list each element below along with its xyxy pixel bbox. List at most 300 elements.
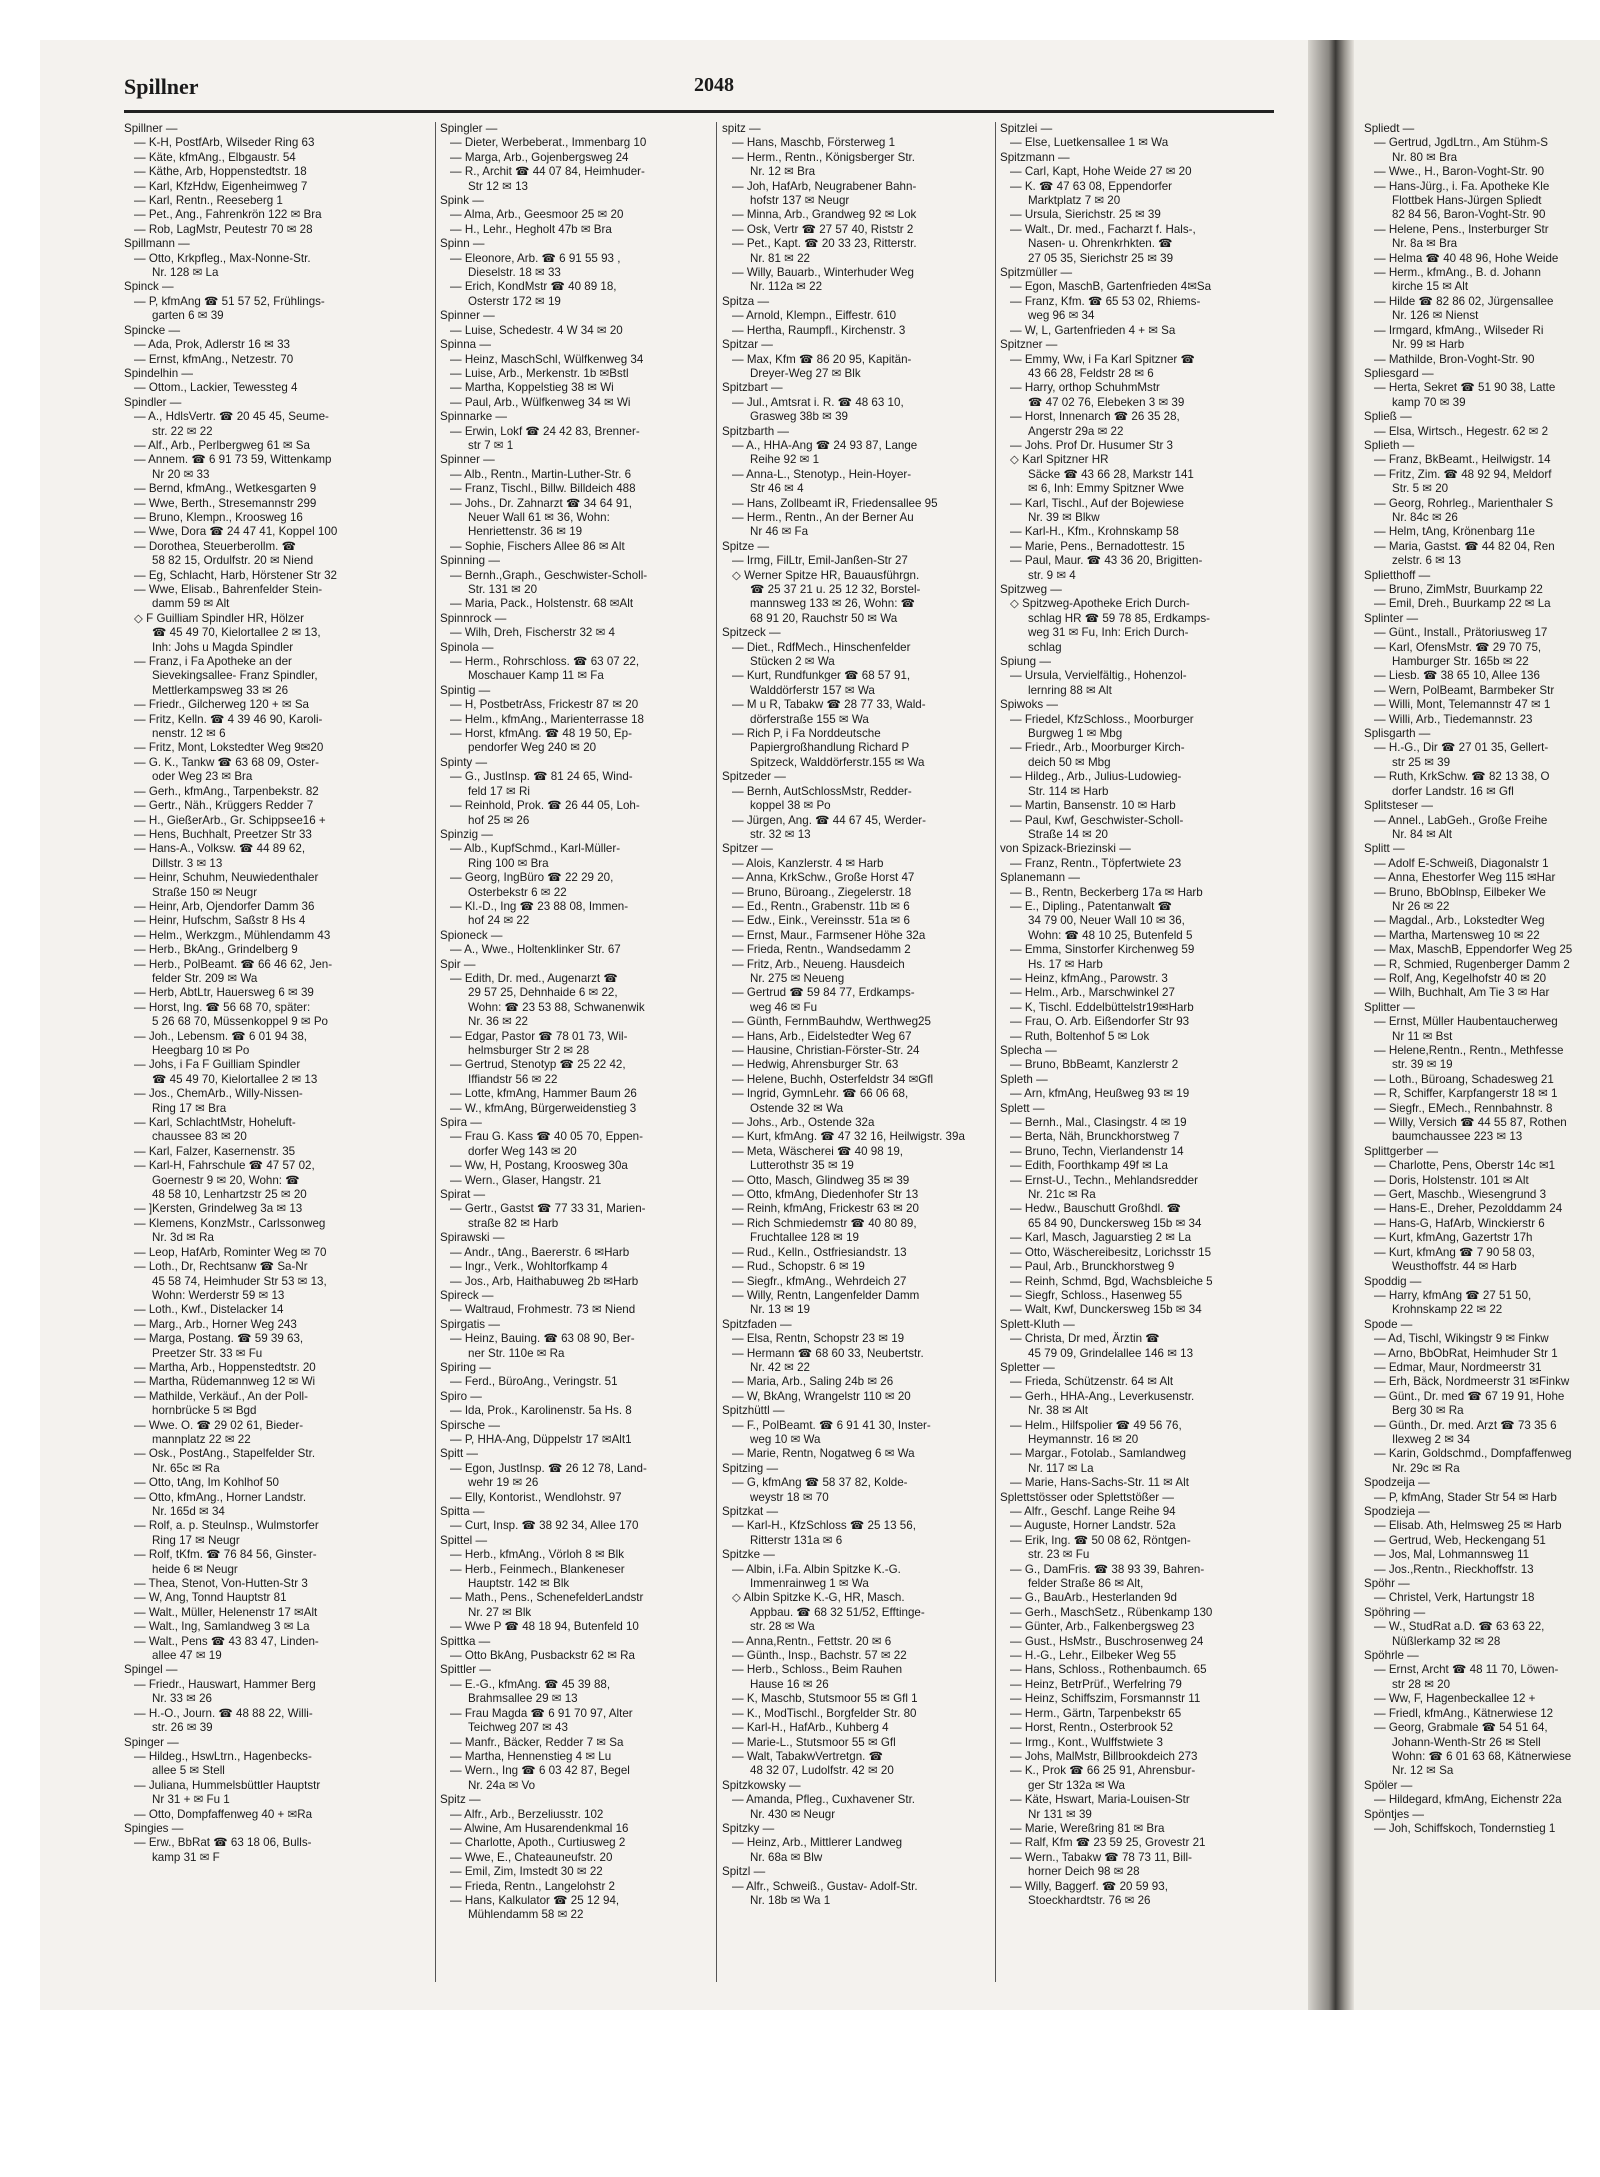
- entry-continuation: Nr. 27 ✉ Blk: [468, 1605, 532, 1619]
- entry-continuation: Ostende 32 ✉ Wa: [750, 1101, 844, 1115]
- directory-entry: — Alwine, Am Husarendenkmal 16: [450, 1821, 629, 1835]
- entry-continuation: Hause 16 ✉ 26: [750, 1677, 829, 1691]
- directory-entry: — Marie, Rentn, Nogatweg 6 ✉ Wa: [732, 1447, 915, 1461]
- directory-entry: — Willy, Bauarb., Winterhuder Weg: [732, 266, 914, 280]
- directory-entry: — Ada, Prok, Adlerstr 16 ✉ 33: [134, 338, 290, 352]
- directory-entry: — Rolf, tKfm. ☎ 76 84 56, Ginster-: [134, 1548, 317, 1562]
- directory-entry: — Karl, Tischl., Auf der Bojewiese: [1010, 496, 1184, 510]
- entry-continuation: ☎ 47 02 76, Elebeken 3 ✉ 39: [1028, 395, 1185, 409]
- directory-entry: — Franz, i Fa Apotheke an der: [134, 655, 292, 669]
- directory-entry: — Paul, Arb., Wülfkenweg 34 ✉ Wi: [450, 395, 631, 409]
- entry-continuation: weg 31 ✉ Fu, Inh: Erich Durch-: [1028, 626, 1189, 640]
- directory-entry: — G, kfmAng ☎ 58 37 82, Kolde-: [732, 1476, 908, 1490]
- directory-entry: — R, Schiffer, Karpfangerstr 18 ✉ 1: [1374, 1087, 1558, 1101]
- directory-entry: — Marie, Hans-Sachs-Str. 11 ✉ Alt: [1010, 1476, 1189, 1490]
- directory-entry: — Diet., RdfMech., Hinschenfelder: [732, 640, 911, 654]
- directory-entry: — W, Ang, Tonnd Hauptstr 81: [134, 1591, 287, 1605]
- directory-entry: — Alfr., Schweiß., Gustav- Adolf-Str.: [732, 1879, 918, 1893]
- directory-entry: — Walt., Pens ☎ 43 83 47, Linden-: [134, 1634, 319, 1648]
- entry-continuation: Marktplatz 7 ✉ 20: [1028, 194, 1121, 208]
- directory-entry: — Georg, IngBüro ☎ 22 29 20,: [450, 871, 614, 885]
- surname-heading: Spirsche —: [440, 1418, 500, 1432]
- surname-heading: Spinna —: [440, 338, 491, 352]
- directory-entry: — K., Prok ☎ 66 25 91, Ahrensbur-: [1010, 1764, 1196, 1778]
- directory-entry: — Edith, Dr. med., Augenarzt ☎: [450, 971, 618, 985]
- directory-entry: — Ernst, Müller Haubentaucherweg: [1374, 1015, 1558, 1029]
- surname-heading: Spindelhin —: [124, 366, 193, 380]
- directory-entry: — Herm., Rentn., An der Berner Au: [732, 510, 914, 524]
- entry-continuation: Nr. 430 ✉ Neugr: [750, 1807, 836, 1821]
- directory-entry: — Otto, Wäschereibesitz, Lorichsstr 15: [1010, 1245, 1212, 1259]
- entry-continuation: Nr. 81 ✉ 22: [750, 251, 810, 265]
- directory-entry: — Hildegard, kfmAng, Eichenstr 22a: [1374, 1793, 1562, 1807]
- surname-heading: Spitzeder —: [722, 770, 786, 784]
- entry-continuation: Dreyer-Weg 27 ✉ Blk: [750, 366, 861, 380]
- directory-entry: — P, kfmAng ☎ 51 57 52, Frühlings-: [134, 294, 325, 308]
- directory-entry: — Willy, Baggerf. ☎ 20 59 93,: [1010, 1879, 1168, 1893]
- directory-entry: — Gertrud ☎ 59 84 77, Erdkamps-: [732, 986, 915, 1000]
- column-divider: [995, 122, 996, 1982]
- directory-entry: — Max, MaschB, Eppendorfer Weg 25: [1374, 943, 1573, 957]
- directory-entry: — Siegfr, Schloss., Hasenweg 55: [1010, 1288, 1183, 1302]
- directory-entry: — Anna,Rentn., Fettstr. 20 ✉ 6: [732, 1634, 892, 1648]
- directory-entry: — Bruno, Büroang., Ziegelerstr. 18: [732, 885, 912, 899]
- directory-entry: — Franz, Tischl., Billw. Billdeich 488: [450, 482, 636, 496]
- directory-entry: — Herm., Rentn., Königsberger Str.: [732, 150, 915, 164]
- directory-entry: — Franz, Kfm. ☎ 65 53 02, Rhiems-: [1010, 294, 1201, 308]
- surname-heading: Splanemann —: [1000, 871, 1080, 885]
- directory-entry: — H.-O., Journ. ☎ 48 88 22, Willi-: [134, 1706, 313, 1720]
- directory-entry: — Erw., BbRat ☎ 63 18 06, Bulls-: [134, 1836, 312, 1850]
- surname-heading: Spitzky —: [722, 1821, 775, 1835]
- entry-continuation: felder Str. 209 ✉ Wa: [152, 971, 258, 985]
- directory-entry: ◇ F Guilliam Spindler HR, Hölzer: [134, 611, 304, 625]
- entry-continuation: str 7 ✉ 1: [468, 438, 514, 452]
- directory-entry: — Willy, Versich ☎ 44 55 87, Rothen: [1374, 1116, 1567, 1130]
- directory-entry: — Adolf E-Schweiß, Diagonalstr 1: [1374, 856, 1549, 870]
- directory-entry: ◇ Spitzweg-Apotheke Erich Durch-: [1010, 597, 1190, 611]
- directory-entry: — F., PolBeamt. ☎ 6 91 41 30, Inster-: [732, 1418, 931, 1432]
- directory-entry: — Loth., Kwf., Distelacker 14: [134, 1303, 284, 1317]
- directory-entry: — Edw., Eink., Vereinsstr. 51a ✉ 6: [732, 914, 910, 928]
- directory-entry: — Günth., Dr. med. Arzt ☎ 73 35 6: [1374, 1418, 1557, 1432]
- entry-continuation: Walddörferstr 157 ✉ Wa: [750, 683, 875, 697]
- directory-entry: — Johs., Arb., Ostende 32a: [732, 1116, 875, 1130]
- entry-continuation: weg 96 ✉ 34: [1028, 309, 1095, 323]
- entry-continuation: str. 22 ✉ 22: [152, 424, 213, 438]
- directory-entry: — Herb., kfmAng., Vörloh 8 ✉ Blk: [450, 1548, 625, 1562]
- directory-entry: — G., JustInsp. ☎ 81 24 65, Wind-: [450, 770, 633, 784]
- entry-continuation: Nr 131 ✉ 39: [1028, 1807, 1092, 1821]
- directory-entry: — Karl-H, Fahrschule ☎ 47 57 02,: [134, 1159, 315, 1173]
- surname-heading: Spireck —: [440, 1288, 494, 1302]
- directory-entry: — Marie, Wereßring 81 ✉ Bra: [1010, 1821, 1165, 1835]
- directory-entry: — Hans-Jürg., i. Fa. Apotheke Kle: [1374, 179, 1550, 193]
- column-divider: [716, 122, 717, 1982]
- surname-heading: Spitzl —: [722, 1865, 766, 1879]
- directory-entry: — Helm., Hilfspolier ☎ 49 56 76,: [1010, 1418, 1182, 1432]
- entry-continuation: Burgweg 1 ✉ Mbg: [1028, 727, 1123, 741]
- entry-continuation: Lutterothstr 35 ✉ 19: [750, 1159, 854, 1173]
- directory-entry: — G. K., Tankw ☎ 63 68 09, Oster-: [134, 755, 319, 769]
- entry-continuation: damm 59 ✉ Alt: [152, 597, 230, 611]
- entry-continuation: feld 17 ✉ Ri: [468, 784, 530, 798]
- directory-entry: — Christa, Dr med, Ärztin ☎: [1010, 1332, 1160, 1346]
- directory-entry: — R, Schmied, Rugenberger Damm 2: [1374, 957, 1570, 971]
- surname-heading: Spitzer —: [722, 842, 773, 856]
- entry-continuation: Nr. 33 ✉ 26: [152, 1692, 212, 1706]
- directory-entry: — Mathilde, Bron-Voght-Str. 90: [1374, 352, 1535, 366]
- directory-entry: — Marie, Pens., Bernadottestr. 15: [1010, 539, 1185, 553]
- entry-continuation: Ring 17 ✉ Neugr: [152, 1533, 240, 1547]
- entry-continuation: dorfer Landstr. 16 ✉ Gfl: [1392, 784, 1514, 798]
- directory-entry: — Otto, tAng, Im Kohlhof 50: [134, 1476, 279, 1490]
- directory-entry: — Hildeg., HswLtrn., Hagenbecks-: [134, 1749, 312, 1763]
- surname-heading: Spindler —: [124, 395, 182, 409]
- surname-heading: Spiwoks —: [1000, 698, 1058, 712]
- surname-heading: Splett —: [1000, 1101, 1045, 1115]
- entry-continuation: Nr 46 ✉ Fa: [750, 525, 809, 539]
- directory-entry: — Heinz, Arb., Mittlerer Landweg: [732, 1836, 903, 1850]
- entry-continuation: Fruchtallee 128 ✉ 19: [750, 1231, 859, 1245]
- entry-continuation: Preetzer Str. 33 ✉ Fu: [152, 1346, 263, 1360]
- directory-entry: — Gertrud, JgdLtrn., Am Stühm-S: [1374, 136, 1548, 150]
- surname-heading: Spitzfaden —: [722, 1317, 792, 1331]
- directory-entry: — Franz, Rentn., Töpfertwiete 23: [1010, 856, 1182, 870]
- directory-entry: — Kl.-D., Ing ☎ 23 88 08, Immen-: [450, 899, 629, 913]
- entry-continuation: ✉ 6, Inh: Emmy Spitzner Wwe: [1028, 482, 1184, 496]
- entry-continuation: Mettlerkampsweg 33 ✉ 26: [152, 683, 289, 697]
- directory-entry: — Gust., HsMstr., Buschrosenweg 24: [1010, 1634, 1204, 1648]
- directory-entry: — Joh, Schiffskoch, Tondernstieg 1: [1374, 1821, 1556, 1835]
- directory-entry: — Frau Magda ☎ 6 91 70 97, Alter: [450, 1706, 633, 1720]
- surname-heading: Spöhr —: [1364, 1577, 1410, 1591]
- directory-entry: — Walt., Dr. med., Facharzt f. Hals-,: [1010, 222, 1196, 236]
- entry-continuation: Str. 5 ✉ 20: [1392, 482, 1449, 496]
- directory-entry: — Wwe P ☎ 48 18 94, Butenfeld 10: [450, 1620, 639, 1634]
- directory-entry: — Paul, Kwf, Geschwister-Scholl-: [1010, 813, 1184, 827]
- directory-entry: — Heinr, Schuhm, Neuwiedenthaler: [134, 871, 319, 885]
- entry-continuation: chaussee 83 ✉ 20: [152, 1130, 247, 1144]
- surname-heading: Spitzmüller —: [1000, 266, 1073, 280]
- directory-entry: — Bruno, ZimMstr, Buurkamp 22: [1374, 583, 1543, 596]
- directory-entry: — Alfr., Geschf. Lange Reihe 94: [1010, 1505, 1176, 1518]
- directory-entry: — M u R, Tabakw ☎ 28 77 33, Wald-: [732, 698, 926, 712]
- directory-entry: — Martha, Koppelstieg 38 ✉ Wi: [450, 381, 614, 395]
- directory-entry: — H.-G., Lehr., Eilbeker Weg 55: [1010, 1649, 1177, 1663]
- directory-entry: — Ruth, Boltenhof 5 ✉ Lok: [1010, 1029, 1150, 1043]
- surname-heading: Spillner —: [124, 122, 178, 135]
- entry-continuation: Nr. 3d ✉ Ra: [152, 1231, 214, 1245]
- entry-continuation: Dieselstr. 18 ✉ 33: [468, 266, 561, 280]
- surname-heading: spitz —: [722, 122, 761, 135]
- directory-entry: — Ferd., BüroAng., Veringstr. 51: [450, 1375, 618, 1389]
- directory-entry: — Wwe, Berth., Stresemannstr 299: [134, 496, 317, 510]
- entry-continuation: Dillstr. 3 ✉ 13: [152, 856, 223, 870]
- entry-continuation: Nr. 84 ✉ Alt: [1392, 827, 1452, 841]
- entry-continuation: schlag: [1028, 640, 1062, 654]
- directory-entry: — Margar., Fotolab., Samlandweg: [1010, 1447, 1186, 1461]
- directory-entry: — Alfr., Arb., Berzeliusstr. 102: [450, 1807, 604, 1821]
- directory-entry: — Reinhold, Prok. ☎ 26 44 05, Loh-: [450, 799, 640, 813]
- column-divider: [435, 122, 436, 1982]
- entry-continuation: Nr. 36 ✉ 22: [468, 1015, 528, 1029]
- directory-entry: — Manfr., Bäcker, Redder 7 ✉ Sa: [450, 1735, 624, 1749]
- directory-entry: — Horst, kfmAng. ☎ 48 19 50, Ep-: [450, 727, 632, 741]
- directory-entry: — K., ModTischl., Borgfelder Str. 80: [732, 1706, 917, 1720]
- directory-entry: — B., Rentn, Beckerberg 17a ✉ Harb: [1010, 885, 1203, 899]
- directory-entry: — Emil, Zim, Imstedt 30 ✉ 22: [450, 1865, 603, 1879]
- directory-entry: — Leop, HafArb, Rominter Weg ✉ 70: [134, 1245, 327, 1259]
- directory-entry: — Elly, Kontorist., Wendlohstr. 97: [450, 1490, 622, 1504]
- entry-continuation: horner Deich 98 ✉ 28: [1028, 1865, 1140, 1879]
- directory-entry: — Marie-L., Stutsmoor 55 ✉ Gfl: [732, 1735, 896, 1749]
- entry-continuation: dörferstraße 155 ✉ Wa: [750, 712, 869, 726]
- directory-entry: — Otto, Dompfaffenweg 40 + ✉Ra: [134, 1807, 313, 1821]
- directory-entry: — Johs, MalMstr, Billbrookdeich 273: [1010, 1749, 1198, 1763]
- directory-entry: — Albin, i.Fa. Albin Spitzke K.-G.: [732, 1562, 901, 1576]
- directory-entry: — Heinr, Hufschm, Saßstr 8 Hs 4: [134, 914, 306, 928]
- directory-entry: — Günt., Dr. med ☎ 67 19 91, Hohe: [1374, 1389, 1565, 1403]
- surname-heading: Splitsteser —: [1364, 799, 1433, 813]
- directory-entry: — Jos., Arb, Haithabuweg 2b ✉Harb: [450, 1274, 639, 1288]
- directory-entry: — Irmg., Kont., Wulffstwiete 3: [1010, 1735, 1163, 1749]
- directory-entry: — Anna-L., Stenotyp., Hein-Hoyer-: [732, 467, 912, 481]
- directory-entry: — Emil, Dreh., Buurkamp 22 ✉ La: [1374, 597, 1551, 611]
- entry-continuation: Nr. 8a ✉ Bra: [1392, 237, 1458, 251]
- directory-entry: — Wilh, Dreh, Fischerstr 32 ✉ 4: [450, 626, 615, 640]
- directory-entry: — Mathilde, Verkäuf., An der Poll-: [134, 1389, 308, 1403]
- directory-entry: — Magdal., Arb., Lokstedter Weg: [1374, 914, 1545, 928]
- entry-continuation: Hauptstr. 142 ✉ Blk: [468, 1577, 570, 1591]
- directory-entry: — H, PostbetrAss, Frickestr 87 ✉ 20: [450, 698, 639, 712]
- directory-entry: — Jürgen, Ang. ☎ 44 67 45, Werder-: [732, 813, 927, 827]
- directory-entry: — Martha, Rüdemannweg 12 ✉ Wi: [134, 1375, 316, 1389]
- directory-entry: ◇ Albin Spitzke K.-G, HR, Masch.: [732, 1591, 905, 1605]
- directory-entry: — Hedwig, Ahrensburger Str. 63: [732, 1058, 899, 1072]
- surname-heading: Splinter —: [1364, 611, 1419, 625]
- entry-continuation: Nr. 39 ✉ Blkw: [1028, 510, 1100, 524]
- directory-entry: — Helm., Arb., Marschwinkel 27: [1010, 986, 1175, 1000]
- directory-entry: — Egon, JustInsp. ☎ 26 12 78, Land-: [450, 1461, 647, 1475]
- directory-entry: — Martha, Arb., Hoppenstedtstr. 20: [134, 1360, 316, 1374]
- directory-entry: — G., DamFris. ☎ 38 93 39, Bahren-: [1010, 1562, 1205, 1576]
- surname-heading: Spitza —: [722, 294, 770, 308]
- directory-entry: — Franz, BkBeamt., Heilwigstr. 14: [1374, 453, 1551, 467]
- entry-continuation: str. 28 ✉ Wa: [750, 1620, 815, 1634]
- directory-entry: — Käte, kfmAng., Elbgaustr. 54: [134, 150, 296, 164]
- directory-entry: — Bruno, BbOblnsp, Eilbeker We: [1374, 885, 1546, 899]
- directory-entry: — Elsa, Wirtsch., Hegestr. 62 ✉ 2: [1374, 424, 1549, 438]
- directory-entry: — Karl-H., KfzSchloss ☎ 25 13 56,: [732, 1519, 916, 1533]
- directory-entry: — Karl, Rentn., Reeseberg 1: [134, 194, 283, 208]
- directory-entry: — Herm., kfmAng., B. d. Johann: [1374, 266, 1541, 280]
- directory-entry: — Osk, Vertr ☎ 27 57 40, Riststr 2: [732, 222, 914, 236]
- surname-heading: Spitzbart —: [722, 381, 783, 395]
- surname-heading: Spliedt —: [1364, 122, 1415, 135]
- entry-continuation: Stücken 2 ✉ Wa: [750, 655, 835, 669]
- entry-continuation: Wohn: ☎ 48 10 25, Butenfeld 5: [1028, 928, 1193, 942]
- directory-entry: — Marga, Postang. ☎ 59 39 63,: [134, 1332, 304, 1346]
- directory-entry: — Marga, Arb., Gojenbergsweg 24: [450, 150, 629, 164]
- surname-heading: Splittgerber —: [1364, 1144, 1439, 1158]
- entry-continuation: Nr. 126 ✉ Nienst: [1392, 309, 1479, 323]
- directory-entry: — Friedel, KfzSchloss., Moorburger: [1010, 712, 1194, 726]
- entry-continuation: Nr. 112a ✉ 22: [750, 280, 823, 294]
- directory-entry: — Anna, KrkSchw., Große Horst 47: [732, 871, 915, 885]
- entry-continuation: Teichweg 207 ✉ 43: [468, 1721, 568, 1735]
- entry-continuation: Neuer Wall 61 ✉ 36, Wohn:: [468, 510, 610, 524]
- directory-entry: — Frieda, Rentn., Wandsedamm 2: [732, 943, 911, 957]
- directory-entry: — Liesb. ☎ 38 65 10, Allee 136: [1374, 669, 1540, 683]
- entry-continuation: kamp 31 ✉ F: [152, 1850, 220, 1864]
- entry-continuation: str. 32 ✉ 13: [750, 827, 811, 841]
- surname-heading: Spitzeck —: [722, 626, 781, 640]
- entry-continuation: Nr. 165d ✉ 34: [152, 1505, 225, 1518]
- directory-entry: — Frau, O. Arb. Eißendorfer Str 93: [1010, 1015, 1190, 1029]
- surname-heading: Splieth —: [1364, 438, 1415, 452]
- directory-entry: — Maria, Arb., Saling 24b ✉ 26: [732, 1375, 894, 1389]
- directory-entry: — Herm., Gärtn, Tarpenbekstr 65: [1010, 1706, 1182, 1720]
- directory-entry: — Carl, Kapt, Hohe Weide 27 ✉ 20: [1010, 165, 1192, 179]
- directory-entry: — Curt, Insp. ☎ 38 92 34, Allee 170: [450, 1519, 639, 1533]
- directory-entry: — Maria, Gastst. ☎ 44 82 04, Ren: [1374, 539, 1555, 553]
- entry-continuation: str. 9 ✉ 4: [1028, 568, 1076, 582]
- directory-entry: — Luise, Arb., Merkenstr. 1b ✉Bstl: [450, 366, 629, 380]
- directory-entry: — Karin, Goldschmd., Dompfaffenweg: [1374, 1447, 1572, 1461]
- surname-heading: Spodzieja —: [1364, 1505, 1430, 1518]
- directory-entry: — A., Wwe., Holtenklinker Str. 67: [450, 943, 621, 957]
- directory-entry: — Kurt, Rundfunkger ☎ 68 57 91,: [732, 669, 911, 683]
- directory-entry: — Ruth, KrkSchw. ☎ 82 13 38, O: [1374, 770, 1550, 784]
- entry-continuation: weystr 18 ✉ 70: [750, 1490, 829, 1504]
- directory-entry: — Wern, PolBeamt, Barmbeker Str: [1374, 683, 1555, 697]
- surname-heading: Splietthoff —: [1364, 568, 1431, 582]
- surname-heading: Spira —: [440, 1116, 482, 1130]
- surname-heading: Spöler —: [1364, 1778, 1413, 1792]
- surname-heading: Spitta —: [440, 1505, 485, 1518]
- column-4: [1000, 122, 1262, 1992]
- directory-entry: — Ernst-U., Techn., Mehlandsredder: [1010, 1173, 1198, 1187]
- directory-page-right: [1354, 40, 1600, 2010]
- directory-entry: — Doris, Holstenstr. 101 ✉ Alt: [1374, 1173, 1529, 1187]
- directory-entry: — Elsa, Rentn, Schopstr 23 ✉ 19: [732, 1332, 905, 1346]
- directory-entry: — Lotte, kfmAng, Hammer Baum 26: [450, 1087, 637, 1101]
- directory-entry: — P, HHA-Ang, Düppelstr 17 ✉Alt1: [450, 1432, 632, 1446]
- directory-entry: — Johs., Dr. Zahnarzt ☎ 34 64 91,: [450, 496, 632, 510]
- entry-continuation: Ring 17 ✉ Bra: [152, 1101, 227, 1115]
- directory-entry: — Alma, Arb., Geesmoor 25 ✉ 20: [450, 208, 624, 222]
- directory-entry: — Karl, KfzHdw, Eigenheimweg 7: [134, 179, 308, 193]
- book-spine: [1308, 40, 1354, 2010]
- directory-entry: — Heinz, kfmAng., Parowstr. 3: [1010, 971, 1168, 985]
- directory-entry: — Helm., Werkzgm., Mühlendamm 43: [134, 928, 331, 942]
- directory-entry: — Gerh., MaschSetz., Rübenkamp 130: [1010, 1605, 1213, 1619]
- entry-continuation: Nr. 117 ✉ La: [1028, 1461, 1094, 1475]
- surname-heading: Spir —: [440, 957, 476, 971]
- directory-entry: — Wwe, Dora ☎ 24 47 41, Koppel 100: [134, 525, 338, 539]
- directory-entry: — Hans, Maschb, Försterweg 1: [732, 136, 896, 150]
- entry-continuation: Appbau. ☎ 68 32 51/52, Efftinge-: [750, 1605, 925, 1619]
- entry-continuation: ☎ 25 37 21 u. 25 12 32, Borstel-: [750, 583, 921, 596]
- entry-continuation: Ritterstr 131a ✉ 6: [750, 1533, 843, 1547]
- surname-heading: Splitt —: [1364, 842, 1405, 856]
- directory-entry: — Amanda, Pfleg., Cuxhavener Str.: [732, 1793, 916, 1807]
- entry-continuation: Nr. 24a ✉ Vo: [468, 1778, 536, 1792]
- directory-entry: — Gerh., kfmAng., Tarpenbekstr. 82: [134, 784, 319, 798]
- directory-entry: — Edith, Foorthkamp 49f ✉ La: [1010, 1159, 1168, 1173]
- directory-entry: — Siegfr., EMech., Rennbahnstr. 8: [1374, 1101, 1553, 1115]
- surname-heading: Spinty —: [440, 755, 488, 769]
- entry-continuation: Grasweg 38b ✉ 39: [750, 410, 849, 424]
- directory-entry: — Bruno, Techn, Vierlandenstr 14: [1010, 1144, 1184, 1158]
- column-2: [440, 122, 702, 1992]
- directory-entry: — Osk., PostAng., Stapelfelder Str.: [134, 1447, 316, 1461]
- surname-heading: Spirat —: [440, 1188, 486, 1202]
- directory-entry: — Georg, Grabmale ☎ 54 51 64,: [1374, 1721, 1548, 1735]
- directory-entry: — Rob, LagMstr, Peutestr 70 ✉ 28: [134, 222, 313, 236]
- directory-entry: — P, kfmAng, Stader Str 54 ✉ Harb: [1374, 1490, 1557, 1504]
- directory-entry: — Paul, Maur. ☎ 43 36 20, Brigitten-: [1010, 554, 1203, 568]
- directory-entry: — Waltraud, Frohmestr. 73 ✉ Niend: [450, 1303, 636, 1317]
- directory-entry: — Bruno, Klempn., Kroosweg 16: [134, 510, 303, 524]
- directory-entry: — Rolf, Ang, Kegelhofstr 40 ✉ 20: [1374, 971, 1547, 985]
- directory-entry: — Ernst, Maur., Farmsener Höhe 32a: [732, 928, 926, 942]
- directory-entry: — Pet., Ang., Fahrenkrön 122 ✉ Bra: [134, 208, 322, 222]
- directory-entry: — Alf., Arb., Perlbergweg 61 ✉ Sa: [134, 438, 310, 452]
- directory-entry: — Christel, Verk, Hartungstr 18: [1374, 1591, 1535, 1605]
- directory-entry: — Max, Kfm ☎ 86 20 95, Kapitän-: [732, 352, 912, 366]
- directory-entry: — W, L, Gartenfrieden 4 + ✉ Sa: [1010, 323, 1176, 337]
- entry-continuation: ner Str. 110e ✉ Ra: [468, 1346, 565, 1360]
- directory-entry: — Paul, Arb., Brunckhorstweg 9: [1010, 1260, 1175, 1274]
- entry-continuation: Heegbarg 10 ✉ Po: [152, 1044, 250, 1057]
- directory-entry: — Klemens, KonzMstr., Carlssonweg: [134, 1216, 326, 1230]
- directory-entry: — Wilh, Buchhalt, Am Tie 3 ✉ Har: [1374, 986, 1550, 1000]
- directory-entry: — Bernh., Mal., Clasingstr. 4 ✉ 19: [1010, 1116, 1187, 1130]
- directory-entry: — Ww, F, Hagenbeckallee 12 +: [1374, 1692, 1536, 1706]
- directory-entry: — Alois, Kanzlerstr. 4 ✉ Harb: [732, 856, 884, 870]
- directory-entry: — Irmgard, kfmAng., Wilseder Ri: [1374, 323, 1544, 337]
- surname-heading: Spöhring —: [1364, 1605, 1426, 1619]
- surname-heading: Spioneck —: [440, 928, 503, 942]
- directory-entry: — Thea, Stenot, Von-Hutten-Str 3: [134, 1577, 308, 1591]
- directory-entry: — Willi, Arb., Tiedemannstr. 23: [1374, 712, 1533, 726]
- directory-entry: — Georg, Rohrleg., Marienthaler S: [1374, 496, 1554, 510]
- directory-entry: — Arno, BbObRat, Heimhuder Str 1: [1374, 1346, 1558, 1360]
- directory-entry: — Hans, Zollbeamt iR, Friedensallee 95: [732, 496, 938, 510]
- entry-continuation: Str. 114 ✉ Harb: [1028, 784, 1109, 798]
- entry-continuation: Ring 100 ✉ Bra: [468, 856, 549, 870]
- entry-continuation: Wohn: ☎ 23 53 88, Schwanenwik: [468, 1000, 645, 1014]
- surname-heading: Spitzar —: [722, 338, 773, 352]
- directory-entry: — Herta, Sekret ☎ 51 90 38, Latte: [1374, 381, 1556, 395]
- entry-continuation: Berg 30 ✉ Ra: [1392, 1404, 1464, 1418]
- entry-continuation: Nr. 38 ✉ Alt: [1028, 1404, 1088, 1418]
- surname-heading: Spillmann —: [124, 237, 190, 251]
- directory-entry: — ]Kersten, Grindelweg 3a ✉ 13: [134, 1202, 303, 1216]
- directory-entry: — Ww, H, Postang, Kroosweg 30a: [450, 1159, 628, 1173]
- entry-continuation: Nr 31 + ✉ Fu 1: [152, 1793, 230, 1807]
- directory-entry: — Helm, tAng, Krönenbarg 11e: [1374, 525, 1535, 539]
- surname-heading: Spittka —: [440, 1634, 491, 1648]
- directory-entry: — Charlotte, Pens, Oberstr 14c ✉1: [1374, 1159, 1556, 1173]
- entry-continuation: deich 50 ✉ Mbg: [1028, 755, 1111, 769]
- directory-entry: — Erh, Bäck, Nordmeerstr 31 ✉Finkw: [1374, 1375, 1570, 1389]
- surname-heading: Spinola —: [440, 640, 494, 654]
- directory-entry: — Arn, kfmAng, Heußweg 93 ✉ 19: [1010, 1087, 1190, 1101]
- directory-entry: — Eg, Schlacht, Harb, Hörstener Str 32: [134, 568, 337, 582]
